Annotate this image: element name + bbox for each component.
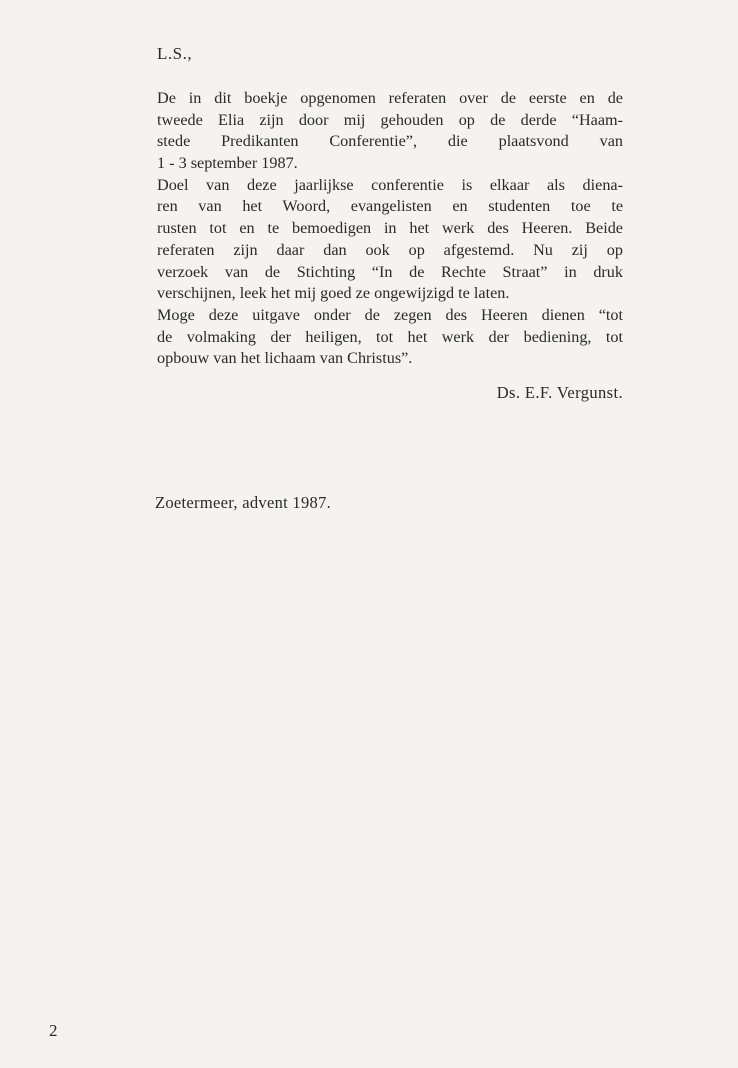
text-line: ren van het Woord, evangelisten en studenten toe te	[157, 197, 623, 216]
text-line: Doel van deze jaarlijkse conferentie is elkaar als diena-	[157, 175, 623, 194]
body-paragraph	[157, 88, 623, 370]
text-line: Moge deze uitgave onder de zegen des Heeren dienen “tot	[157, 305, 623, 324]
place-date: Zoetermeer, advent 1987.	[155, 493, 332, 512]
salutation: L.S.,	[157, 44, 193, 63]
text-line: de volmaking der heiligen, tot het werk der bediening, tot	[157, 327, 623, 346]
text-line: verzoek van de Stichting “In de Rechte Straat” in druk	[157, 262, 623, 281]
text-line: 1 - 3 september 1987.	[157, 154, 298, 173]
text-line: opbouw van het lichaam van Christus”.	[157, 349, 413, 368]
text-line: tweede Elia zijn door mij gehouden op de derde “Haam-	[157, 110, 623, 129]
text-line: verschijnen, leek het mij goed ze ongewijzigd te laten.	[157, 284, 510, 303]
text-line: referaten zijn daar dan ook op afgestemd. Nu zij op	[157, 240, 623, 259]
text-line: rusten tot en te bemoedigen in het werk des Heeren. Beide	[157, 219, 623, 238]
page-number: 2	[49, 1021, 58, 1040]
text-line: De in dit boekje opgenomen referaten over de eerste en de	[157, 89, 623, 107]
signature: Ds. E.F. Vergunst.	[496, 383, 623, 402]
text-line: stede Predikanten Conferentie”, die plaatsvond van	[157, 132, 623, 151]
